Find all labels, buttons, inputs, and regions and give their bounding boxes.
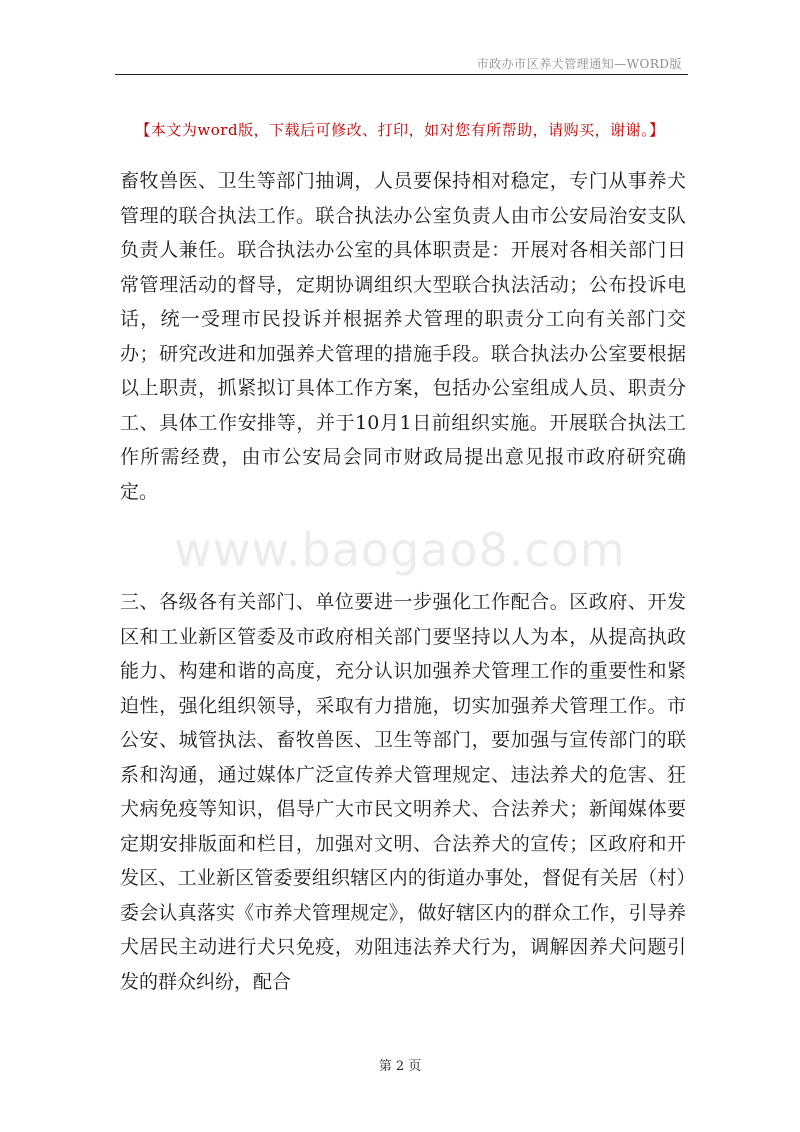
header-rule bbox=[115, 74, 688, 75]
header-title: 市政办市区养犬管理通知—WORD版 bbox=[476, 57, 682, 71]
paragraph-2: 三、各级各有关部门、单位要进一步强化工作配合。区政府、开发区和工业新区管委及市政府相关部门要坚持以人为本，从提高执政能力、构建和谐的高度，充分认识加强养犬管理工作的重要性和紧迫性，强化组织领导，采取有力措施，切实加强养犬管理工作。市公安、城管执法、畜牧兽医、卫生等部门，要加强与宣传部门的联系和沟通，通过媒体广泛宣传养犬管理规定、违法养犬的危害、狂犬病免疫等知识，倡导广大市民文明养犬、合法养犬；新闻媒体要定期安排版面和栏目，加强对文明、合法养犬的宣传；区政府和开发区、工业新区管委要组织辖区内的街道办事处，督促有关居（村）委会认真落实《市养犬管理规定》，做好辖区内的群众工作，引导养犬居民主动进行犬只免疫，劝阻违法养犬行为，调解因养犬问题引发的群众纠纷，配合 bbox=[120, 591, 686, 993]
page-number: 第 2 页 bbox=[378, 1059, 422, 1074]
watermark: www.baogao8.com bbox=[174, 523, 626, 577]
paragraph-1: 畜牧兽医、卫生等部门抽调，人员要保持相对稳定，专门从事养犬管理的联合执法工作。联合执法办公室负责人由市公安局治安支队负责人兼任。联合执法办公室的具体职责是：开展对各相关部门日常管理活动的督导，定期协调组织大型联合执法活动；公布投诉电话，统一受理市民投诉并根据养犬管理的职责分工向有关部门交办；研究改进和加强养犬管理的措施手段。联合执法办公室要根据以上职责，抓紧拟订具体工作方案，包括办公室组成人员、职责分工、具体工作安排等，并于10月1日前组织实施。开展联合执法工作所需经费，由市公安局会同市财政局提出意见报市政府研究确定。 bbox=[120, 170, 686, 503]
download-notice: 【本文为word版，下载后可修改、打印，如对您有所帮助，请购买，谢谢。】 bbox=[135, 121, 665, 139]
